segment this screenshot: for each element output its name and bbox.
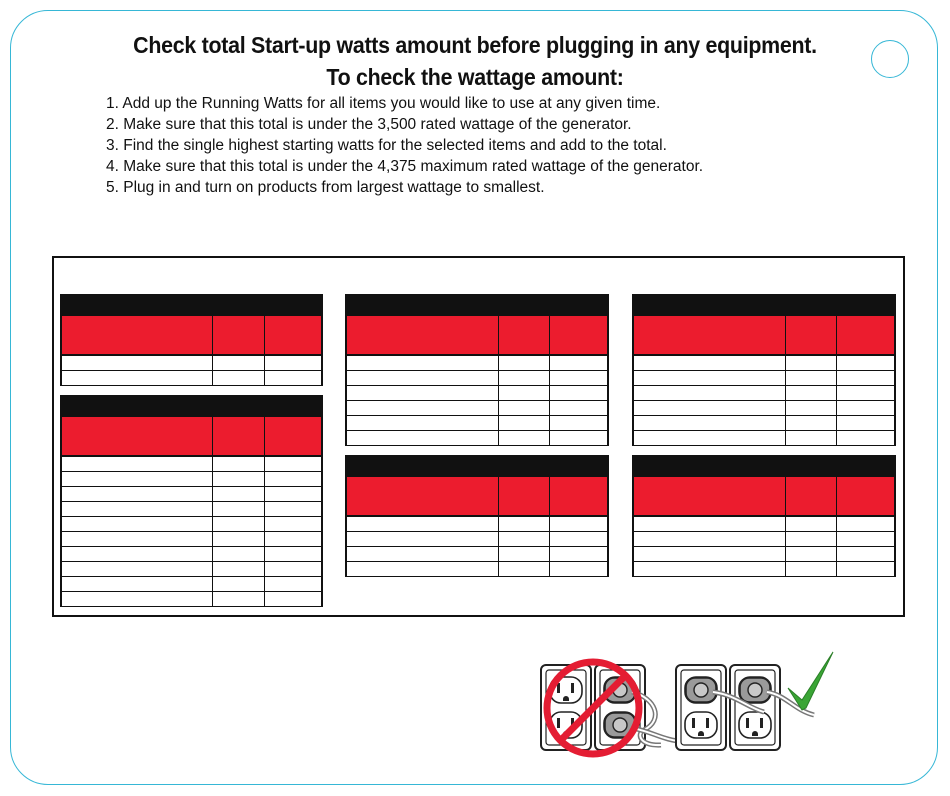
step-2: 2. Make sure that this total is under the 3,500 rated wattage of the generator. xyxy=(106,116,632,133)
table-column-head xyxy=(837,477,894,515)
table-header-bar xyxy=(60,395,323,417)
table-cell xyxy=(550,517,607,531)
table-cell xyxy=(837,431,894,445)
table-cell xyxy=(634,517,786,531)
table-cell xyxy=(837,401,894,415)
table-cell xyxy=(213,562,265,576)
table-cell xyxy=(265,577,321,591)
table-row xyxy=(345,386,609,401)
table-column-head xyxy=(62,316,213,354)
table-row xyxy=(345,562,609,577)
table-row xyxy=(632,371,896,386)
table-cell xyxy=(837,371,894,385)
table-cell xyxy=(213,502,265,516)
heading-line-1: Check total Start-up watts amount before plugging in any equipment. xyxy=(133,32,817,58)
table-cell xyxy=(213,592,265,606)
table-cell xyxy=(499,371,551,385)
table-cell xyxy=(347,416,499,430)
table-cell xyxy=(634,562,786,576)
table-row xyxy=(632,401,896,416)
table-column-head xyxy=(837,316,894,354)
table-cell xyxy=(550,356,607,370)
table-column-head xyxy=(265,417,321,455)
table-header-bar xyxy=(632,455,896,477)
table-header-bar xyxy=(345,294,609,316)
table-cell xyxy=(499,386,551,400)
table-cell xyxy=(786,371,838,385)
table-cell xyxy=(347,547,499,561)
table-cell xyxy=(499,356,551,370)
table-cell xyxy=(265,502,321,516)
table-cell xyxy=(62,517,213,531)
table-cell xyxy=(62,457,213,471)
table-cell xyxy=(347,562,499,576)
table-cell xyxy=(265,532,321,546)
table-column-band xyxy=(60,316,323,356)
table-cell xyxy=(62,532,213,546)
table-cell xyxy=(347,401,499,415)
table-cell xyxy=(62,577,213,591)
table-cell xyxy=(499,562,551,576)
table-column-head xyxy=(265,316,321,354)
table-row xyxy=(632,562,896,577)
wattage-table xyxy=(632,294,896,446)
table-cell xyxy=(265,371,321,385)
table-cell xyxy=(499,401,551,415)
instruction-steps xyxy=(106,93,703,198)
table-cell xyxy=(265,487,321,501)
table-cell xyxy=(550,562,607,576)
table-cell xyxy=(837,386,894,400)
table-column-head xyxy=(499,477,551,515)
table-cell xyxy=(347,532,499,546)
table-cell xyxy=(786,547,838,561)
table-row xyxy=(632,547,896,562)
table-column-head xyxy=(62,417,213,455)
table-cell xyxy=(62,547,213,561)
table-cell xyxy=(786,386,838,400)
table-row xyxy=(60,487,323,502)
table-cell xyxy=(634,371,786,385)
table-cell xyxy=(347,371,499,385)
table-cell xyxy=(550,532,607,546)
table-row xyxy=(60,592,323,607)
table-cell xyxy=(550,547,607,561)
table-cell xyxy=(265,517,321,531)
table-cell xyxy=(550,431,607,445)
table-row xyxy=(60,472,323,487)
table-cell xyxy=(786,562,838,576)
table-column-head xyxy=(213,316,265,354)
table-row xyxy=(60,562,323,577)
table-cell xyxy=(347,517,499,531)
table-cell xyxy=(550,401,607,415)
table-cell xyxy=(265,562,321,576)
checkmark-icon xyxy=(788,652,833,710)
table-column-band xyxy=(632,477,896,517)
table-cell xyxy=(634,401,786,415)
table-cell xyxy=(550,416,607,430)
table-column-head xyxy=(347,477,499,515)
table-cell xyxy=(550,371,607,385)
table-cell xyxy=(786,431,838,445)
table-row xyxy=(60,547,323,562)
table-cell xyxy=(634,547,786,561)
table-cell xyxy=(62,592,213,606)
table-cell xyxy=(786,532,838,546)
table-cell xyxy=(499,517,551,531)
table-row xyxy=(60,577,323,592)
table-column-head xyxy=(550,477,607,515)
table-column-band xyxy=(632,316,896,356)
table-cell xyxy=(62,562,213,576)
table-cell xyxy=(213,356,265,370)
step-5: 5. Plug in and turn on products from largest wattage to smallest. xyxy=(106,179,545,196)
table-row xyxy=(632,386,896,401)
table-row xyxy=(60,517,323,532)
table-cell xyxy=(213,457,265,471)
table-cell xyxy=(634,416,786,430)
table-column-head xyxy=(634,477,786,515)
table-cell xyxy=(265,457,321,471)
table-row xyxy=(345,517,609,532)
table-cell xyxy=(837,517,894,531)
table-row xyxy=(60,356,323,371)
table-column-head xyxy=(499,316,551,354)
table-cell xyxy=(62,502,213,516)
table-cell xyxy=(265,592,321,606)
table-cell xyxy=(62,371,213,385)
wattage-table xyxy=(345,294,609,446)
table-column-band xyxy=(345,316,609,356)
table-cell xyxy=(62,356,213,370)
table-cell xyxy=(213,532,265,546)
table-cell xyxy=(213,547,265,561)
table-column-band xyxy=(60,417,323,457)
table-cell xyxy=(837,416,894,430)
correct-outlets-icon xyxy=(676,665,814,750)
table-cell xyxy=(499,532,551,546)
table-cell xyxy=(634,386,786,400)
heading-line-2: To check the wattage amount: xyxy=(326,64,624,90)
wattage-table xyxy=(632,455,896,577)
table-row xyxy=(60,457,323,472)
table-row xyxy=(345,532,609,547)
table-column-head xyxy=(786,316,838,354)
table-column-head xyxy=(634,316,786,354)
table-column-head xyxy=(213,417,265,455)
step-4: 4. Make sure that this total is under the 4,375 maximum rated wattage of the generator. xyxy=(106,158,704,175)
table-row xyxy=(60,502,323,517)
table-header-bar xyxy=(60,294,323,316)
table-row xyxy=(632,517,896,532)
wattage-table xyxy=(60,395,323,607)
table-row xyxy=(632,431,896,446)
table-cell xyxy=(499,547,551,561)
table-cell xyxy=(634,356,786,370)
table-cell xyxy=(786,356,838,370)
table-row xyxy=(345,547,609,562)
prohibited-stacked-outlets-icon xyxy=(541,662,686,754)
table-column-band xyxy=(345,477,609,517)
table-column-head xyxy=(786,477,838,515)
table-cell xyxy=(62,487,213,501)
table-cell xyxy=(499,431,551,445)
table-cell xyxy=(786,416,838,430)
table-cell xyxy=(62,472,213,486)
wattage-table xyxy=(345,455,609,577)
table-cell xyxy=(213,371,265,385)
table-cell xyxy=(347,386,499,400)
table-cell xyxy=(265,472,321,486)
table-cell xyxy=(634,532,786,546)
table-cell xyxy=(213,517,265,531)
table-cell xyxy=(837,547,894,561)
step-1: 1. Add up the Running Watts for all items you would like to use at any given time. xyxy=(106,95,661,112)
table-cell xyxy=(550,386,607,400)
table-row xyxy=(632,532,896,547)
table-row xyxy=(632,356,896,371)
table-header-bar xyxy=(632,294,896,316)
table-cell xyxy=(837,356,894,370)
table-cell xyxy=(634,431,786,445)
table-cell xyxy=(499,416,551,430)
table-cell xyxy=(786,517,838,531)
table-column-head xyxy=(347,316,499,354)
table-cell xyxy=(265,547,321,561)
table-row xyxy=(60,532,323,547)
table-row xyxy=(345,416,609,431)
table-cell xyxy=(213,487,265,501)
table-row xyxy=(60,371,323,386)
wattage-table xyxy=(60,294,323,386)
table-cell xyxy=(213,472,265,486)
table-cell xyxy=(347,431,499,445)
table-cell xyxy=(837,532,894,546)
table-header-bar xyxy=(345,455,609,477)
table-row xyxy=(345,431,609,446)
table-cell xyxy=(347,356,499,370)
step-3: 3. Find the single highest starting watts for the selected items and add to the total. xyxy=(106,137,667,154)
table-cell xyxy=(265,356,321,370)
table-row xyxy=(345,356,609,371)
table-row xyxy=(632,416,896,431)
table-cell xyxy=(213,577,265,591)
table-cell xyxy=(786,401,838,415)
table-row xyxy=(345,371,609,386)
table-cell xyxy=(837,562,894,576)
table-row xyxy=(345,401,609,416)
outlet-illustration xyxy=(536,650,836,760)
table-column-head xyxy=(550,316,607,354)
